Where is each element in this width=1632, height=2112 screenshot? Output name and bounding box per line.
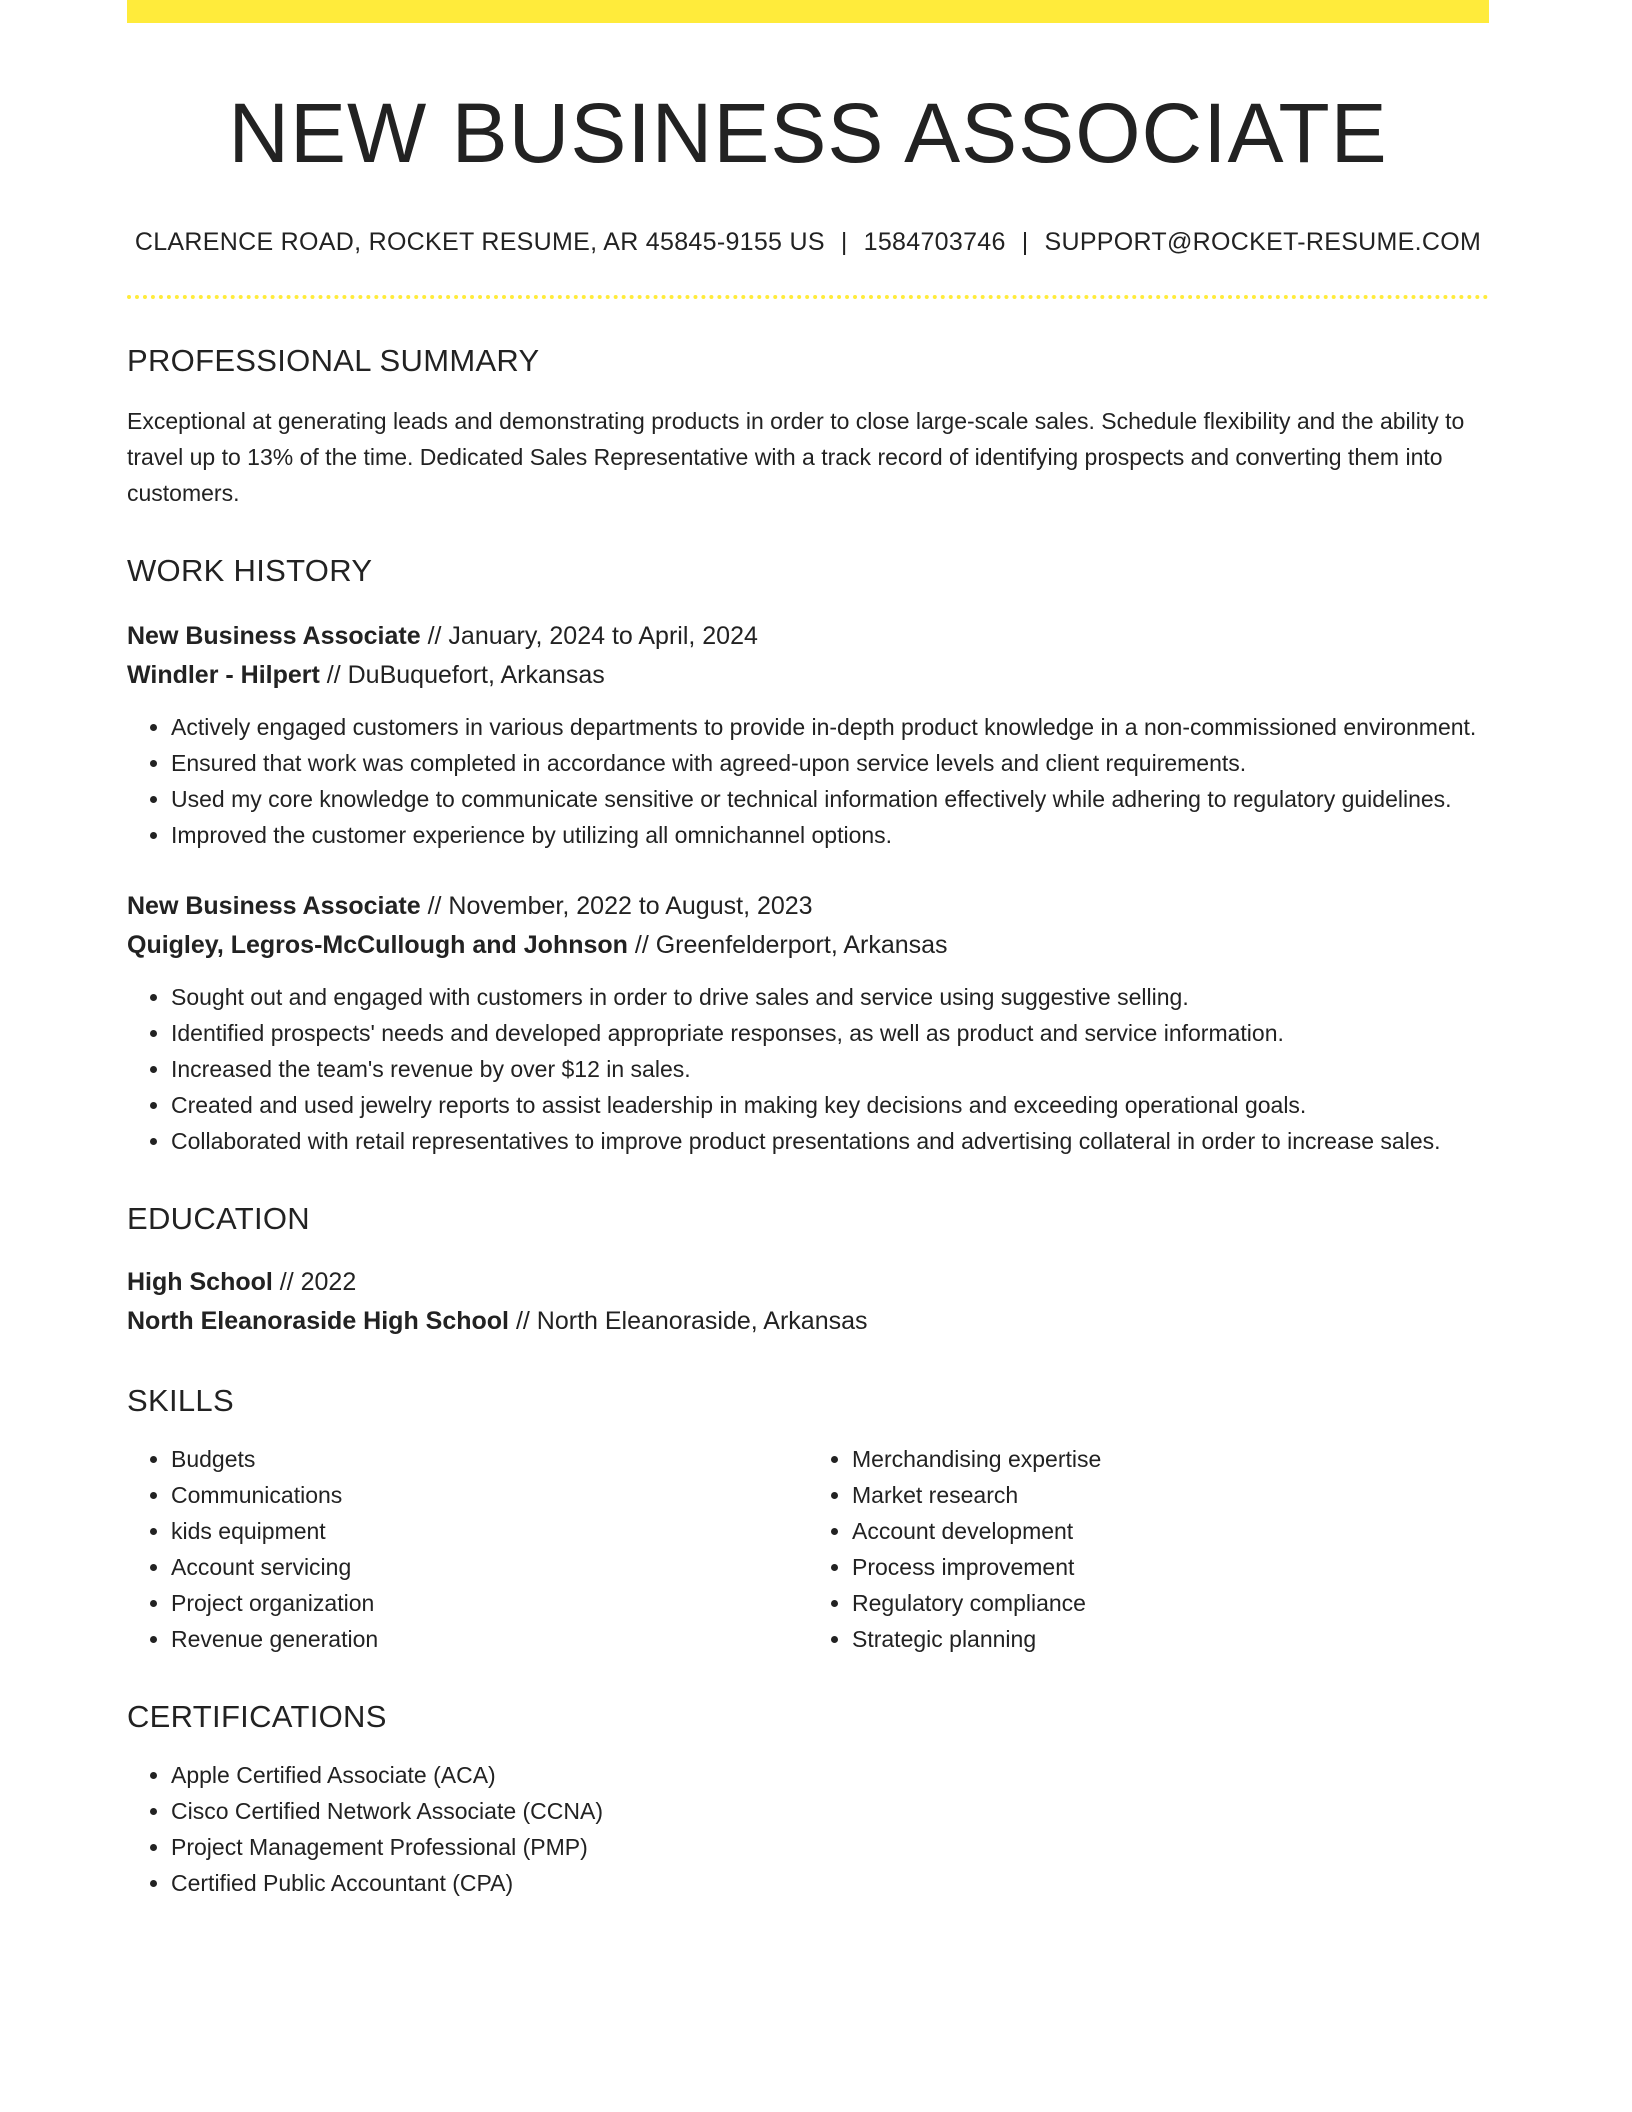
education-entry: [127, 1263, 1489, 1341]
dotted-divider: [127, 295, 1489, 299]
certifications-list: [127, 1757, 1489, 1901]
certifications-section: [127, 1699, 1489, 1901]
skill-item: • Strategic planning: [852, 1621, 1489, 1657]
job-company: Windler - Hilpert: [127, 660, 320, 689]
section-title-skills: SKILLS: [127, 1382, 234, 1418]
education-degree: High School: [127, 1267, 273, 1296]
job-role-line: [127, 617, 1489, 656]
job-bullet: • Increased the team's revenue by over $12 in sales.: [171, 1051, 1489, 1087]
job-bullet: • Actively engaged customers in various departments to provide in-depth product knowledge in a non-commissioned environment.: [171, 709, 1489, 745]
skills-section: [127, 1383, 1489, 1657]
skills-grid: [127, 1441, 1489, 1657]
certification-item: • Project Management Professional (PMP): [171, 1829, 1489, 1865]
skill-item: • Account development: [852, 1513, 1489, 1549]
job-company-line: [127, 656, 1489, 695]
education-section: [127, 1201, 1489, 1341]
skill-item: • Market research: [852, 1477, 1489, 1513]
job-bullet: • Used my core knowledge to communicate sensitive or technical information effectively while adhering to regulatory guidelines.: [171, 781, 1489, 817]
job-bullet: • Created and used jewelry reports to assist leadership in making key decisions and exceeding operational goals.: [171, 1087, 1489, 1123]
education-location: // North Eleanoraside, Arkansas: [509, 1306, 868, 1335]
education-school: North Eleanoraside High School: [127, 1306, 509, 1335]
job-bullets: [127, 979, 1489, 1159]
skill-item: • Regulatory compliance: [852, 1585, 1489, 1621]
job-entry: [127, 887, 1489, 1159]
education-year: // 2022: [272, 1267, 357, 1296]
skill-item: • Revenue generation: [171, 1621, 808, 1657]
accent-top-bar: [127, 0, 1489, 23]
certification-item: • Certified Public Accountant (CPA): [171, 1865, 1489, 1901]
skill-item: • Communications: [171, 1477, 808, 1513]
education-school-line: [127, 1302, 1489, 1341]
skill-item: • Project organization: [171, 1585, 808, 1621]
skills-column-right: [808, 1441, 1489, 1657]
job-bullet: • Identified prospects' needs and developed appropriate responses, as well as product and service information.: [171, 1015, 1489, 1051]
job-entry: [127, 617, 1489, 853]
job-bullet: • Collaborated with retail representatives to improve product presentations and advertising collateral in order to increase sales.: [171, 1123, 1489, 1159]
contact-email: SUPPORT@ROCKET-RESUME.COM: [1044, 227, 1482, 256]
skills-column-left: [127, 1441, 808, 1657]
certification-item: • Apple Certified Associate (ACA): [171, 1757, 1489, 1793]
contact-address: CLARENCE ROAD, ROCKET RESUME, AR 45845-9155 US: [134, 227, 825, 256]
skill-item: • Account servicing: [171, 1549, 808, 1585]
job-company-line: [127, 926, 1489, 965]
job-bullet: • Sought out and engaged with customers in order to drive sales and service using suggestive selling.: [171, 979, 1489, 1015]
candidate-name: NEW BUSINESS ASSOCIATE: [228, 86, 1388, 180]
section-title-work-history: WORK HISTORY: [127, 552, 373, 588]
skill-item: • kids equipment: [171, 1513, 808, 1549]
summary-text: Exceptional at generating leads and demonstrating products in order to close large-scale sales. Schedule flexibility and the ability to travel up to 13% of the time. Dedicated Sales Representative with a track record of identifying prospects and converting them into customers.: [127, 407, 1465, 506]
job-dates: // January, 2024 to April, 2024: [420, 621, 758, 650]
job-bullet: • Improved the customer experience by utilizing all omnichannel options.: [171, 817, 1489, 853]
certification-item: • Cisco Certified Network Associate (CCNA): [171, 1793, 1489, 1829]
work-history-section: [127, 553, 1489, 1159]
skill-item: • Process improvement: [852, 1549, 1489, 1585]
skill-item: • Budgets: [171, 1441, 808, 1477]
section-title-summary: PROFESSIONAL SUMMARY: [127, 342, 540, 378]
contact-separator: |: [1021, 227, 1029, 256]
job-role: New Business Associate: [127, 621, 421, 650]
job-role-line: [127, 887, 1489, 926]
section-title-certifications: CERTIFICATIONS: [127, 1698, 387, 1734]
section-title-education: EDUCATION: [127, 1200, 310, 1236]
resume-content: [127, 0, 1489, 1901]
skill-item: • Merchandising expertise: [852, 1441, 1489, 1477]
job-company: Quigley, Legros-McCullough and Johnson: [127, 930, 628, 959]
summary-section: [127, 343, 1489, 511]
job-location: // Greenfelderport, Arkansas: [627, 930, 948, 959]
job-dates: // November, 2022 to August, 2023: [420, 891, 813, 920]
job-bullets: [127, 709, 1489, 853]
education-degree-line: [127, 1263, 1489, 1302]
job-role: New Business Associate: [127, 891, 421, 920]
contact-phone: 1584703746: [863, 227, 1006, 256]
job-location: // DuBuquefort, Arkansas: [319, 660, 605, 689]
contact-separator: |: [840, 227, 848, 256]
job-bullet: • Ensured that work was completed in accordance with agreed-upon service levels and client requirements.: [171, 745, 1489, 781]
contact-line: [127, 228, 1489, 257]
